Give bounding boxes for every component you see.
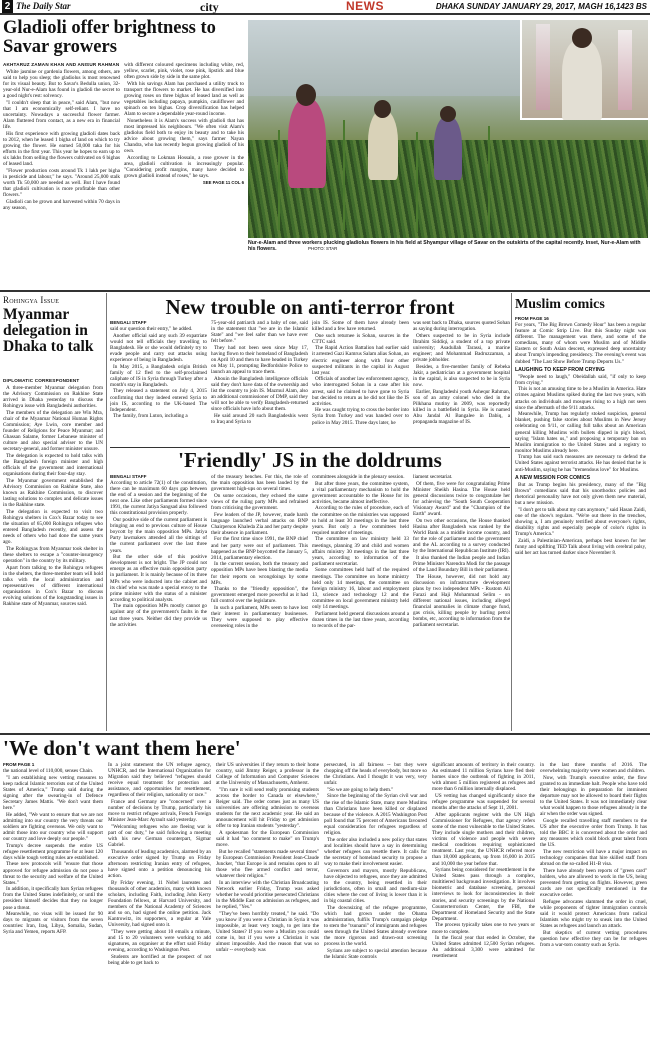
paragraph: But the other side of this positive development is not bright. The JP could not emerge as an effective main opposition party in parliament. It is mainly because of its three MPs who were inducted into the cabinet and its chief who was made a special envoy to the prime minister with the status of a minister according to political analysts.	[110, 554, 207, 603]
paragraph: in the last three months of 2016. The overwhelming majority were women and children.	[540, 762, 647, 775]
paragraph: Few leaders of the JP, however, made harsh language launched verbal attacks on BNP Chairperson Khaleda Zia and her party despite their absence in parliament.	[211, 511, 308, 536]
paragraph: the national level of 110,000, senses Chain.	[3, 768, 94, 774]
dontwant-col-3	[216, 762, 319, 1036]
paragraph: Meanwhile, no visas will be issued for 90 days to migrants or visitors from the seven countries: Iran, Iraq, Libya, Somalia, Sudan, Syria and Yemen, reports AFP.	[3, 911, 103, 936]
paragraph: These new protocols will "ensure that those approved for refugee admission do not pose a threat to the security and welfare of the United States."	[3, 861, 103, 886]
comics-body	[515, 316, 646, 730]
paragraph: "I couldn't sleep that in peace," said Alam, "but now that I am economically self-reliant. I have no uncertainty. Nowadays a successful flower farmer. Alam fluttered from contact, as a new era in financial life.	[3, 99, 120, 131]
paragraph: After applicants register with the UN High Commissioner for Refugees, that agency refers some of the most vulnerable to the United States. They include single mothers and their children, victims of violence and people with severe medical conditions requiring sophisticated treatment. Last year, the UNHCR referred more than 18,000 applicants, up from 16,000 in 2015 and 10,000 the year before that.	[432, 811, 535, 867]
paragraph: Besides, a five-member family of Rebeka Jakir, a pediatrician at a government hospital in the capital, is also suspected to be in Syria now.	[413, 363, 510, 388]
paragraph: Earlier, Bangladeshi youth Ashequr Rahman, son of an army colonel who died in the Pilkhana mutiny in 2009, was reportedly killed in a battlefield in Syria. He is named Abu Jandal Al Bangalee in Dabiq, a propaganda magazine of IS.	[413, 388, 510, 425]
paragraph: Students are horrified at the prospect of not being able to get back to	[108, 953, 211, 966]
paragraph: Thousands of leading academics, alarmed by an executive order signed by Trump on Friday afternoon restricting Iranian entry of refugees, have signed onto a petition denouncing his action.	[108, 848, 211, 880]
paragraph: For years, "The Big Brown Comedy Hour" has been a regular feature at Comic Strip Live. But this Sunday night was different. The management was there, and some of the comedians, many of whom were Muslim and of Middle Eastern or South Asian descent, expressed deep uncertainty about Trump's impending presidency. The evening's event was dubbed "The Last Show Before Trump Deports Us."	[515, 322, 646, 365]
issue-date: DHAKA SUNDAY JANUARY 29, 2017, MAGH 16,1423 BS	[435, 2, 647, 11]
paragraph: On two other occasions, the House thanked Hasina after Bangladesh was ranked by the World Bank as a middle income country, and for the role of parliament and the government and the AL according to a survey conducted by the International Republican Institute (IRI).	[413, 517, 510, 555]
paragraph: Abouin the Bangladesh intelligence officials said they don't have data of the ownership and list the country to join IS. Mazmul Alam, also an additional commissioner of DMP, said they will not be able to verify Bangladesh-returned since officials have info about them.	[211, 375, 308, 413]
paragraph: One such returnee is Sohan, sources in the CTTC said.	[312, 332, 409, 345]
paragraph: There have already been reports of "green card" holders, who are allowed to work in the US, being prevented from getting on flights. However, green cards are not specifically mentioned in the executive order.	[540, 867, 647, 898]
comics-headline: Muslim comics	[515, 297, 605, 312]
paragraph: Now, with Trump's executive order, the flow granted to an immediate halt. People who have told their belongings in preparation for imminent departure may not be allowed to board their flights to the United States. It was not immediately clear what would happen to those refugees already in the air when the order was signed.	[540, 774, 647, 818]
paragraph: According to the rules of procedure, each of the committee on the ministries was supposed to hold at least 30 meetings in the last three years. But only a few committees held required number of meetings.	[312, 505, 409, 536]
myanmar-kicker: Rohingya Issue	[3, 295, 60, 305]
paragraph: In a joint statement the UN refugee agency, UNHCR, and the International Organization for Migration said they believed "refugees should receive equal treatment for protection and assistance, and opportunities for resettlement, regardless of their religion, nationality or race."	[108, 762, 211, 799]
paragraph: In such a parliament, MPs seem to have lost their interest in parliamentary businesses. They were supposed to play effective overseeing roles in the	[211, 604, 308, 630]
paragraph: They had not been seen since May 17, having flown to their homeland of Bangladesh on April 10 and then to have headed in Turkey on May 11, prompting Bedfordshire Police to launch an appeal to trace them.	[211, 344, 308, 376]
paragraph: "I am establishing new vetting measures to keep radical Islamic terrorists out of the United States of America," Trump said during the signing after the swearing-in of Defence Secretary James Mattis. "We don't want them here."	[3, 774, 103, 812]
paragraph: Syrians are subject to special attention because the Islamic State controls	[324, 947, 427, 960]
paragraph: with different coloured specimens including white, red, yellow, scarlet, pink, violet, rose pink, lipstick and blue often grown side by side in the same plot.	[124, 62, 244, 81]
paragraph: The order also included a new policy that states and localities should have a say in determining whether refugees can resettle there. It calls for the secretary of homeland security to propose a way to make their involvement easier.	[324, 836, 427, 867]
paragraph: Trump's decree suspends the entire US refugee resettlement programme for at least 120 days while tough vetting rules are established.	[3, 842, 103, 861]
paragraph: But after three years, the committee system, a vital parliamentary mechanism to hold the government accountable to the House for its activities, became almost ineffective.	[312, 480, 409, 505]
paragraph: of the treasury benches. For this, the role of the main opposition has been lauded by the government high-ups on several times.	[211, 474, 308, 493]
paragraph: It also thanked the Indian people and Indian Prime Minister Narendra Modi for the passage of the Land Boundary Bill in their parliament.	[413, 554, 510, 573]
paragraph: In addition, it specifically bars Syrian refugees from the United States indefinitely, or until the president himself decides that they no longer pose a threat.	[3, 886, 103, 911]
gladioli-caption	[248, 240, 648, 253]
paragraph: He said around 20 such Bangladeshis went to Iraq and Syria to	[211, 412, 308, 425]
paragraph: The main opposition MPs mostly cannot go against any of the government's faults in the last three years. Neither did they provide us the activities	[110, 603, 207, 628]
photo-credit: PHOTO: STAR	[308, 246, 338, 252]
paragraph: committees alongside in the plenary session.	[312, 474, 405, 480]
js-headline: 'Friendly' JS in the doldrums	[178, 448, 442, 472]
myanmar-headline: Myanmar delegation in Dhaka to talk	[3, 306, 94, 355]
gladioli-col-2	[124, 62, 244, 288]
antiterror-col-4	[413, 320, 510, 444]
paragraph: White jasmine or gardenia flowers, among others, are said to help you sleep; the gladiolus is most renowned for its visual beauty. But to Savar's Bedulla union, 32-year-old Nur-e-Alam has found in gladioli the secret to a good night's rest: solvency.	[3, 69, 120, 100]
paragraph: But skeptics of current vetting procedures question how effective they can be for refugees from a war-torn country such as Syria.	[540, 929, 647, 948]
dontwant-col-5	[432, 762, 535, 1036]
js-col-4	[413, 474, 510, 730]
paragraph: Refugee advocates slammed the order in cruel, while proponents of tighter immigration controls said it would protect Americans from radical Islamists who might try to sneak into the United States as refugees and launch an attack.	[540, 898, 647, 929]
paragraph: Thanks to the "friendly opposition", the government emerged more powerful as it had full control over the legislature.	[211, 586, 308, 605]
paragraph: A spokesman for the European Commission said it had "no comment to make" on Trump's move.	[216, 830, 319, 849]
paragraph: join IS. Some of them have already been killed and a few have returned.	[312, 320, 409, 333]
paragraph: US vetting has changed significantly since the refugee programme was suspended for several months after the attacks of Sept 11, 2001.	[432, 792, 535, 812]
paragraph: "They've been horribly treated," he said. "Do you know if you were a Christian in Syria it was impossible, at least very tough, to get into the United States? If you were a Muslim you could come in, but if you were a Christian it was almost impossible. And the reason that was so unfair -- everybody was	[216, 910, 319, 954]
paragraph: "I'm sure it will send really promising students across the border to Canada or elsewhere," Reiger said. The order comes just as many US universities are offering admission to overseas students for the next academic year. He said an announcement will hit Friday to get admission offer to top Iranian students "yesterday".	[216, 786, 319, 830]
js-col-1	[110, 474, 207, 730]
gladioli-photo	[248, 20, 648, 238]
paragraph: "Welcoming refugees who are fleeing war is part of our duty," he said following a meeting with his new German counterpart, Sigmar Gabriel.	[108, 823, 211, 849]
comics-dateline: FROM PAGE 16	[515, 316, 549, 321]
paragraph: The delegation is expected to hold talks with the Bangladesh foreign minister and high officials of the government and international organisations during their four-day stay.	[3, 453, 103, 478]
paragraph: In May 2015, a Bangladesh origin British family of 12 fled to the self-proclaimed caliphate of IS in Syria through Turkey after a month's stay in Bangladesh.	[110, 363, 207, 388]
paragraph: The committee on law ministry held 33 meetings, planning 39 and child and women affairs ministry 30 meetings in the last three years, according to information of the parliament secretariat.	[312, 536, 409, 567]
myanmar-byline: DIPLOMATIC CORRESPONDENT	[3, 378, 80, 383]
paragraph: The House, however, did not hold any discussion on infrastructure development plans by two independent MPs - Rustom Ali Farazi and Haji Mohammad Selim - on different national issues, including alleged financial anomalies in climate change fund, gas crisis, killing people by hurling petrol bombs, etc, according to information from the parliament secretariat.	[413, 573, 510, 629]
paragraph: The new restriction will have a major impact on technology companies that hire skilled staff from abroad on the so-called H1-B visa.	[540, 848, 647, 867]
gladioli-headline: Gladioli offer brightness to Savar growers	[3, 18, 216, 57]
paragraph: The Rohingyas from Myanmar took shelter in these shelters to escape a "counter-insurgency operation" in the country by its military.	[3, 545, 103, 565]
paragraph: Nonetheless it is Alam's success with gladioli that has most impressed his neighbours. "We often visit Alam's gladiolus field both to enjoy its beauty and to take his advice about growing them," says farmer Nayan Chandra, who has recently begun growing gladioli of his own.	[124, 117, 244, 155]
paragraph: According to article 72(1) of the constitution, there can be maximum 60 days gap between the end of a session and the beginning of the next one. Like other parliaments formed since 1991, the current Jatiya Sangsad also followed this constitutional provision properly.	[110, 480, 207, 517]
paragraph: "I don't get to talk about my cats anymore," said Hasan Zaidi, one of the show's regulars. "We're out there in the trenches, showing a, I am genuinely terrified about everyone's rights, disability rights and especially people of color's rights in Trump's America."	[515, 506, 646, 537]
paragraph: The downsizing of the refugee programme, which had grown under the Obama administration, fulfils Trump's campaign pledge to stem the "tsunami" of immigrants and refugees seen through the United States already overdone the more rigorous and drawn-out screening process in the world.	[324, 904, 427, 948]
antiterror-col-1	[110, 320, 207, 444]
paragraph: Our positive side of the current parliament is bringing an end to previous culture of House boycott by the main opposition MPs. Jatiya Party lawmakers attended all the sittings of the current parliament over the last three years.	[110, 517, 207, 554]
paragraph: In the fiscal year that ended in October, the United States admitted 12,500 Syrian refugees. An additional 3,300 were admitted for resettlement	[432, 935, 535, 960]
paragraph: He added, "We want to ensure that we are not admitting into our country the very threats our soldiers are fighting overseas. We only want to admit those into our country who will support our country and love deeply our people."	[3, 811, 103, 843]
paragraph: significant amounts of territory in their country. An estimated 11 million Syrians have fled their homes since the outbreak of fighting in 2011, with almost 5 million registered as refugees and more than 6 million internally displaced.	[432, 762, 535, 793]
continued-ref: SEE PAGE 11 COL 6	[202, 180, 244, 186]
paragraph: They released a statement on July 4, 2015 confirming that they indeed entered Syria to join IS, according to the UK-based The Independent.	[110, 388, 207, 413]
paragraph: The Myanmar government established the Advisory Commission on Rakhine State, also known as Rakhine Commission, to discover lasting solutions to complex and delicate issues in the Rakhine state.	[3, 477, 103, 509]
paragraph: With his savings Alam has purchased a utility truck to transport the flowers to market. He has diversified into growing roses on three bighas of leased land as well as vegetables including papaya, pumpkin, cauliflower and spinach on ten bighas. Crop diversification has helped Alam to secure a dependable year-round income.	[124, 80, 244, 118]
paragraph: Trump has said such measures are necessary to defend the United States against terrorist attacks. He has denied that he is anti-Muslim, saying he has "tremendous love" for Muslims.	[515, 454, 646, 473]
page-number: 2	[2, 0, 13, 13]
paragraph: According to Lokman Hossain, a rose grower in the area, gladioli cultivation is increasingly popular. "Considering profit margins, many have decided to grown gladioli instead of roses," he says.	[124, 154, 244, 180]
dontwant-col-1	[3, 762, 103, 1036]
gladioli-inset-photo	[520, 20, 648, 120]
dontwant-col-6	[540, 762, 647, 1036]
paragraph: Parliament held general discussions around a dozen times in the last three years, according to records of the par-	[312, 610, 409, 629]
antiterror-headline: New trouble on anti-terror front	[165, 295, 455, 319]
paragraph: Officials of another law enforcement agency, who interrogated Sohan in a case after his arrest, said he claimed to have gone to Syria but decided to return as he did not like the IS activities.	[312, 376, 409, 407]
dontwant-dateline: FROM PAGE 1	[3, 762, 35, 767]
paragraph: For the first time since 1991, the BNP chief and her party were out of parliament. This happened as the BNP boycotted the January 5, 2014, parliamentary election.	[211, 536, 308, 561]
paragraph: 75-year-old patriarch and a baby of one, said in the statement that "we are in the Islamic State" and "we feel safer than we have ever felt before."	[211, 320, 308, 345]
paragraph: He was caught trying to cross the border into Syria from Turkey and was handed over to police in May 2015. Three days later, he	[312, 407, 409, 426]
paragraph: "People need to laugh," Obeidallah said, "if only to keep from crying."	[515, 373, 646, 386]
paragraph: His first experience with growing gladioli dates back to 2012, when he leased 1 bigha of land on which to try growing the flower. He earned 50,000 taka for his efforts in the first year. This year he hopes to earn up to six lakhs from selling the flowers cultivated on 6 bighas of leased land.	[3, 130, 120, 168]
paragraph: A three-member Myanmar delegation from the Advisory Commission on Rakhine State arrived in Dhaka yesterday to discuss the Rohingya issue with Bangladeshi authorities.	[3, 385, 103, 410]
subhead: LAUGHING TO KEEP FROM CRYING	[515, 366, 605, 373]
paragraph: Of them, five were for congratulating Prime Minister Sheikh Hasina. The House held general discussions twice to congratulate her for achieving the "South South Cooperation Visionary Award" and the "Champion of the Earth" award.	[413, 480, 510, 518]
paragraph: The delegation is expected to visit two Rohingya shelters in Cox's Bazar today to see the situation of 65,000 Rohingya refugees who entered Bangladesh recently, and assess the needs of others who had done the same years ago.	[3, 508, 103, 546]
paragraph: The family, from Luton, including a	[113, 413, 188, 420]
dontwant-col-4	[324, 762, 427, 1036]
paper-name: The Daily Star	[16, 1, 71, 11]
paragraph: The members of the delegation are Win Mra, chair of the Myanmar National Human Rights Commission; Aye Lwin, core member and founder of Religions for Peace Myanmar; and Ghassan Salame, former Lebanese minister of culture and also special adviser to the UN secretary-general, and former minister unsure.	[3, 409, 103, 453]
paragraph: The Rapid Action Battalion had earlier said it arrested Gazi Kamrus Salam alias Sohan, an electric engineer along with four other suspected militants in the capital in August last year.	[312, 345, 409, 376]
antiterror-col-3	[312, 320, 409, 444]
paragraph: On some occasions, they echoed the same views of the ruling party MPs and refrained from criticising the government.	[211, 492, 308, 511]
paragraph: persecuted, in all fairness -- but they were chopping off the heads of everybody, but more so the Christians. And I thought it was very, very unfair.	[324, 762, 427, 787]
paragraph: was sent back to Dhaka, sources quoted Sohan as saying during interrogation.	[413, 320, 510, 333]
paragraph: liament secretariat.	[413, 474, 453, 480]
section-city: city	[200, 0, 219, 14]
js-col-2	[211, 474, 308, 730]
paragraph: Governors and mayors, mostly Republicans, have objected to refugees, once they are admitted to the country, being resettled in their jurisdictions, often in small and medium-size cities where the cost of living is lower than it is in big coastal cities.	[324, 867, 427, 905]
gladioli-byline: AKHTARUZ ZAMAN KHAN AND ANISUR RAHMAN	[3, 62, 120, 67]
js-dateline: BENGALI STAFF	[110, 474, 147, 479]
section-news: NEWS	[346, 0, 384, 13]
paragraph: But he recalled "statements made several times" by European Commission President Jean-Claude Juncker, "that Europe is and remains open to all those who flee armed conflict and terror, whatever their religion."	[216, 848, 319, 880]
paragraph: Zaidi, a Palestinian-American, perhaps best known for her funny and uplifting TED Talk about living with cerebral palsy, said her act has turned darker since November 8.	[515, 537, 646, 556]
caption-text: Nur-e-Alam and three workers plucking gladiolus flowers in his field at Shyampur village of Savar on the outskirts of the capital recently. Inset, Nur-e-Alam with his flowers.	[248, 240, 641, 253]
paragraph: In an interview with the Christian Broadcasting Network earlier Friday, Trump was asked whether he would prioritise persecuted Christians in the Middle East on admission as refugees, and he replied, "Yes."	[216, 879, 319, 911]
paragraph: Gladioli can be grown and harvested within 70 days in any season,	[3, 198, 120, 212]
paragraph: "So we are going to help them."	[327, 786, 394, 793]
paragraph: Some committees held half of the required meetings. The committee on home ministry held only 14 meetings, the committee on foreign ministry 16, labour and employment 13, science and technology 12 and the committee on local government ministry held only 14 meetings.	[312, 567, 409, 610]
paragraph: The process typically takes one to two years or more to complete.	[432, 922, 535, 935]
paragraph: But as Trump begins his presidency, many of the "Big Brown" comedians said that his unorthodox policies and rhetorical personality have not only given them new material, but a new mission.	[515, 481, 646, 506]
dontwant-col-2	[108, 762, 211, 1036]
paragraph: said our question their entry," he added.	[110, 326, 193, 332]
paragraph: Google recalled travelling staff members to the US after the executive order from Trump. It has told the BBC it is concerned about the order and any measures which could block great talent from the US.	[540, 817, 647, 849]
paragraph: This is not an amusing time to be a Muslim in America. Hate crimes against Muslims spiked during the last two years, with attacks on individuals and mosques rising to a high not seen since the aftermath of the 9/11 attacks.	[515, 386, 646, 411]
paragraph: Meanwhile, Trump has regularly stoked suspicion, general blanket, pushing false stories about Muslims in New Jersey celebrating on 9/11, or calling full talks about an American general killing Muslims with bullets dipped in pig's blood, saying "Islam hates us," and proposing a temporary ban on Muslim immigration to the United States and a registry to monitor Muslims already here.	[515, 411, 646, 454]
paragraph: Syrians being considered for resettlement in the United States pass through a complex, multitiered background investigation. It involves biometric and database screening, personal interviews to look for inconsistencies in their stories, and security screenings by the National Counterterrorism Center, the FBI, the Department of Homeland Security and the State Department.	[432, 867, 535, 922]
paragraph: In the current session, both the treasury and opposition MPs have been blasting the media for their reports on wrongdoings by some MPs.	[211, 561, 308, 586]
subhead: A NEW MISSION FOR COMICS	[515, 474, 591, 481]
antiterror-col-2	[211, 320, 308, 444]
paragraph: Since the beginning of the Syrian civil war and the rise of the Islamic State, many more Muslims than Christians have been killed or displaced because of the violence. A 2015 Washington Post poll found that 75 percent of Americans favoured equal consideration for refugees regardless of religion.	[324, 793, 427, 837]
gladioli-col-1	[3, 62, 120, 288]
paragraph: Others suspected to be in Syria include Ibrahim Siddiqi, a student of a top private university; Asadullah Tarassi, a marine engineer; and Mohammad Badruzzaman, a private jobholder.	[413, 332, 510, 364]
dontwant-headline: 'We don't want them here'	[3, 736, 241, 760]
js-col-3	[312, 474, 409, 730]
myanmar-body	[3, 378, 103, 730]
paragraph: "They were getting about 10 emails a minute, and 15 to 20 volunteers were working to add signatures, an organiser at the effort said Friday evening, according to Washington Post.	[108, 929, 211, 954]
paragraph: "Flower production costs around Tk 1 lakh per bigha in pesticide and labour," he says. "Around 25,000 stalk worth Tk 50,000 are needed as well. But I have found that gladioli cultivation is more profitable than other flowers."	[3, 168, 120, 199]
antiterror-dateline: BENGALI STAFF	[110, 320, 147, 325]
paragraph: Another official said any such 39 expatriate would not tell officials they travelling to Bangladesh. He or she would definitely try to evade people and carry out attacks using experience of being in Bangladesh.	[110, 332, 207, 363]
paragraph: their US universities if they return to their home country, said Jimmy Reiger, a professor in the College of Information and Computer Sciences at the University of Massachusetts, Amherst.	[216, 762, 319, 787]
page-header	[0, 0, 650, 15]
paragraph: France and Germany are "concerned" over a number of decisions by Trump, particularly his move to restrict refugee arrivals, French Foreign Minister Jean-Marc Ayrault said yesterday.	[108, 799, 211, 824]
paragraph: Apart from talking to the Rohingya refugees in the shelters, the three-member team will hold talks with the local administration and representatives of different international organisations in Cox's Bazar to discuss evolving solutions of the longstanding issues in Rakhine state of Myanmar, sources said.	[3, 564, 103, 608]
paragraph: By Friday evening, 11 Nobel laureates and thousands of other academics, many with known scholars, including Faith, including John Kerry Foundation fellows, at Harvard University, and members of the National Academy of Sciences and so on, had signed the online petition. Jack Kantrowitz, its supporters, a regular at Yale University, had signed onto it.	[108, 879, 211, 929]
